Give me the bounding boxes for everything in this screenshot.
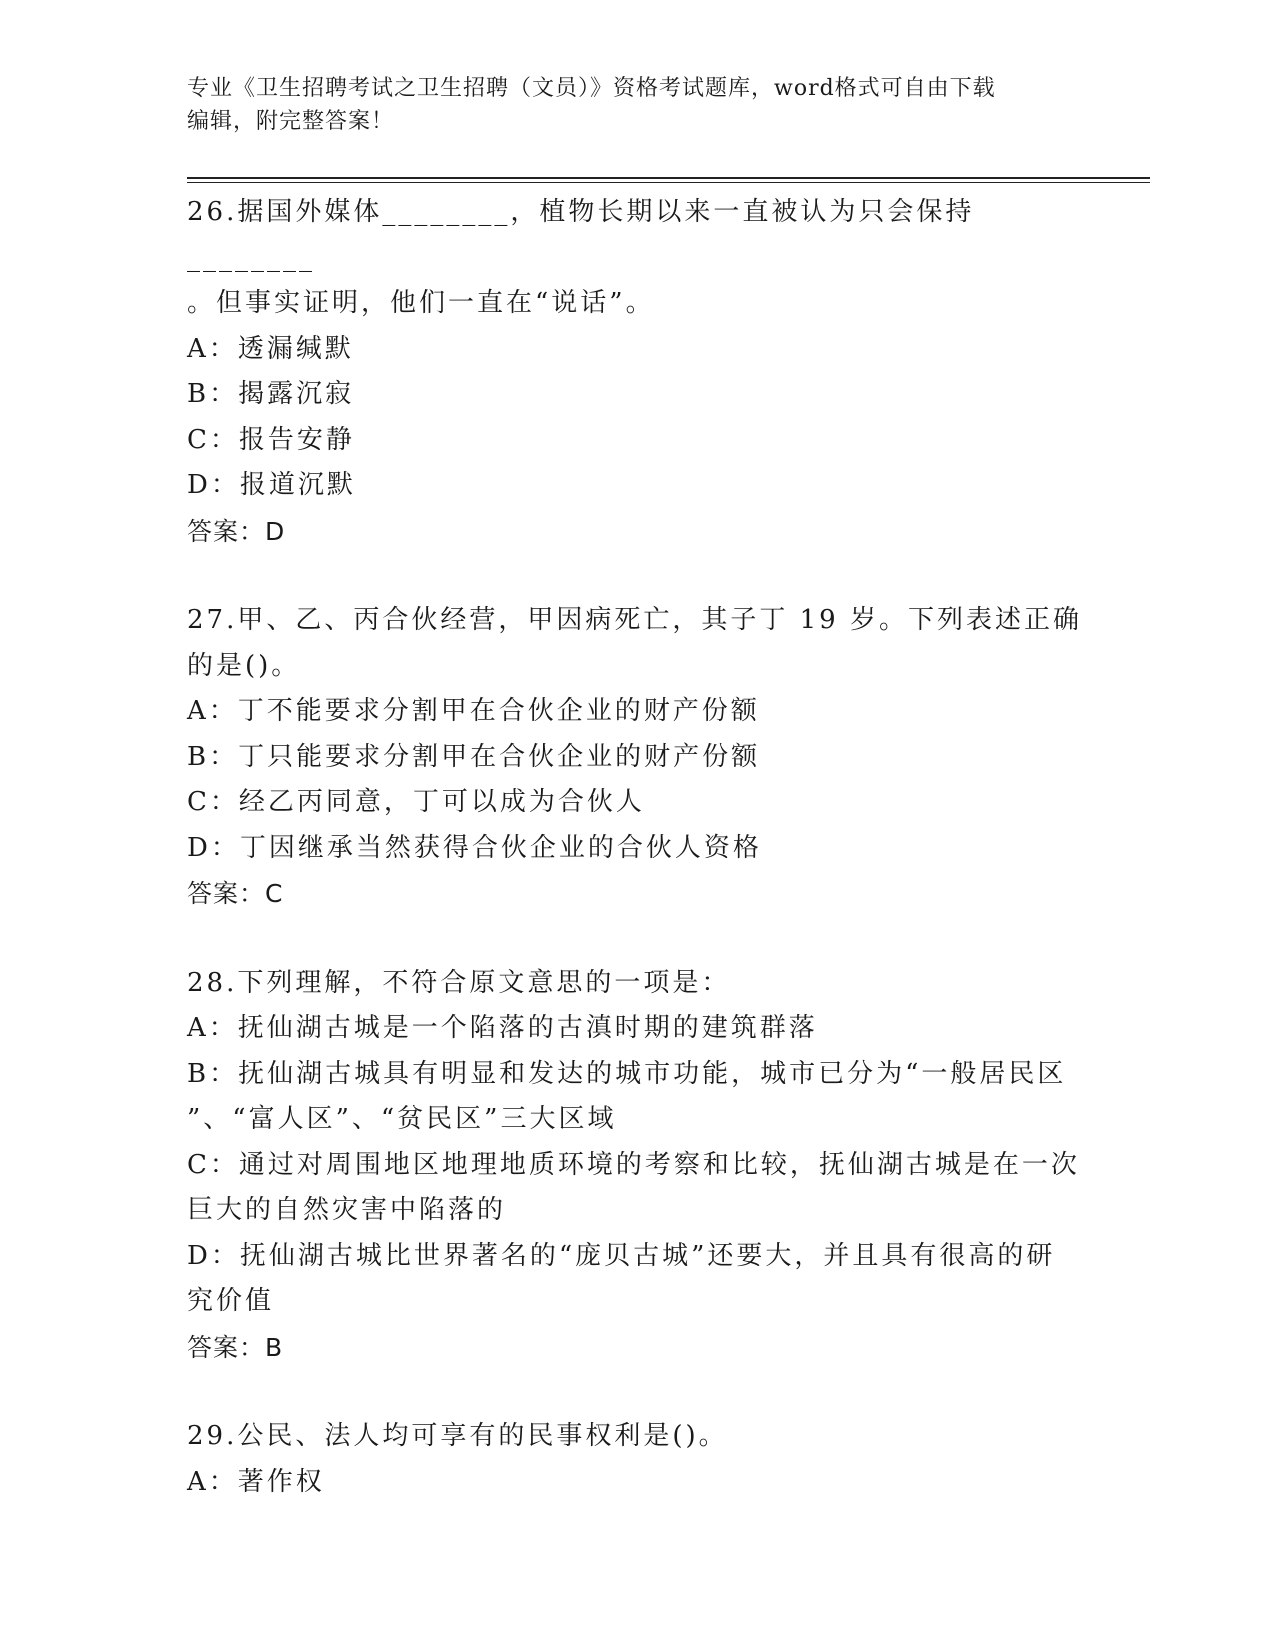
header-divider-thin — [187, 182, 1150, 183]
option-b: B：揭露沉寂 — [187, 379, 355, 409]
question-list — [187, 190, 1087, 1549]
option-c-cont: 巨大的自然灾害中陷落的 — [187, 1195, 507, 1225]
header-divider — [187, 177, 1150, 179]
answer: 答案：C — [187, 879, 284, 908]
option-a: A：透漏缄默 — [187, 333, 354, 364]
option-d: D：丁因继承当然获得合伙企业的合伙人资格 — [187, 832, 762, 863]
header-line-2: 编辑，附完整答案！ — [187, 109, 395, 134]
document-header — [187, 72, 1067, 138]
option-a: A：抚仙湖古城是一个陷落的古滇时期的建筑群落 — [187, 1013, 818, 1043]
option-a: A：丁不能要求分割甲在合伙企业的财产份额 — [187, 696, 760, 726]
option-d: D：抚仙湖古城比世界著名的“庞贝古城”还要大，并且具有很高的研 — [187, 1240, 1056, 1271]
question-27 — [187, 598, 1087, 917]
option-a: A：著作权 — [187, 1466, 325, 1497]
question-stem: 28.下列理解，不符合原文意思的一项是： — [187, 967, 731, 998]
option-c: C：通过对周围地区地理地质环境的考察和比较，抚仙湖古城是在一次 — [187, 1149, 1080, 1180]
option-d: D：报道沉默 — [187, 470, 356, 500]
question-29 — [187, 1414, 1087, 1505]
question-26 — [187, 190, 1087, 554]
option-b: B：丁只能要求分割甲在合伙企业的财产份额 — [187, 741, 761, 772]
question-28 — [187, 961, 1087, 1371]
option-c: C：报告安静 — [187, 424, 355, 455]
option-d-cont: 究价值 — [187, 1286, 275, 1316]
header-line-1: 专业《卫生招聘考试之卫生招聘（文员）》资格考试题库，word格式可自由下载 — [187, 76, 996, 101]
question-stem: 。但事实证明，他们一直在“说话”。 — [187, 288, 655, 318]
option-b-cont: ”、“富人区”、“贫民区”三大区域 — [187, 1104, 617, 1134]
answer: 答案：D — [187, 516, 286, 546]
option-b: B：抚仙湖古城具有明显和发达的城市功能，城市已分为“一般居民区 — [187, 1058, 1067, 1089]
question-stem: 26.据国外媒体________，植物长期以来一直被认为只会保持________ — [187, 197, 975, 273]
question-stem: 27.甲、乙、丙合伙经营，甲因病死亡，其子丁 19 岁。下列表述正确 — [187, 605, 1082, 635]
option-c: C：经乙丙同意，丁可以成为合伙人 — [187, 787, 645, 817]
answer: 答案：B — [187, 1332, 284, 1362]
question-stem: 29.公民、法人均可享有的民事权利是()。 — [187, 1421, 728, 1451]
question-stem: 的是()。 — [187, 650, 301, 681]
